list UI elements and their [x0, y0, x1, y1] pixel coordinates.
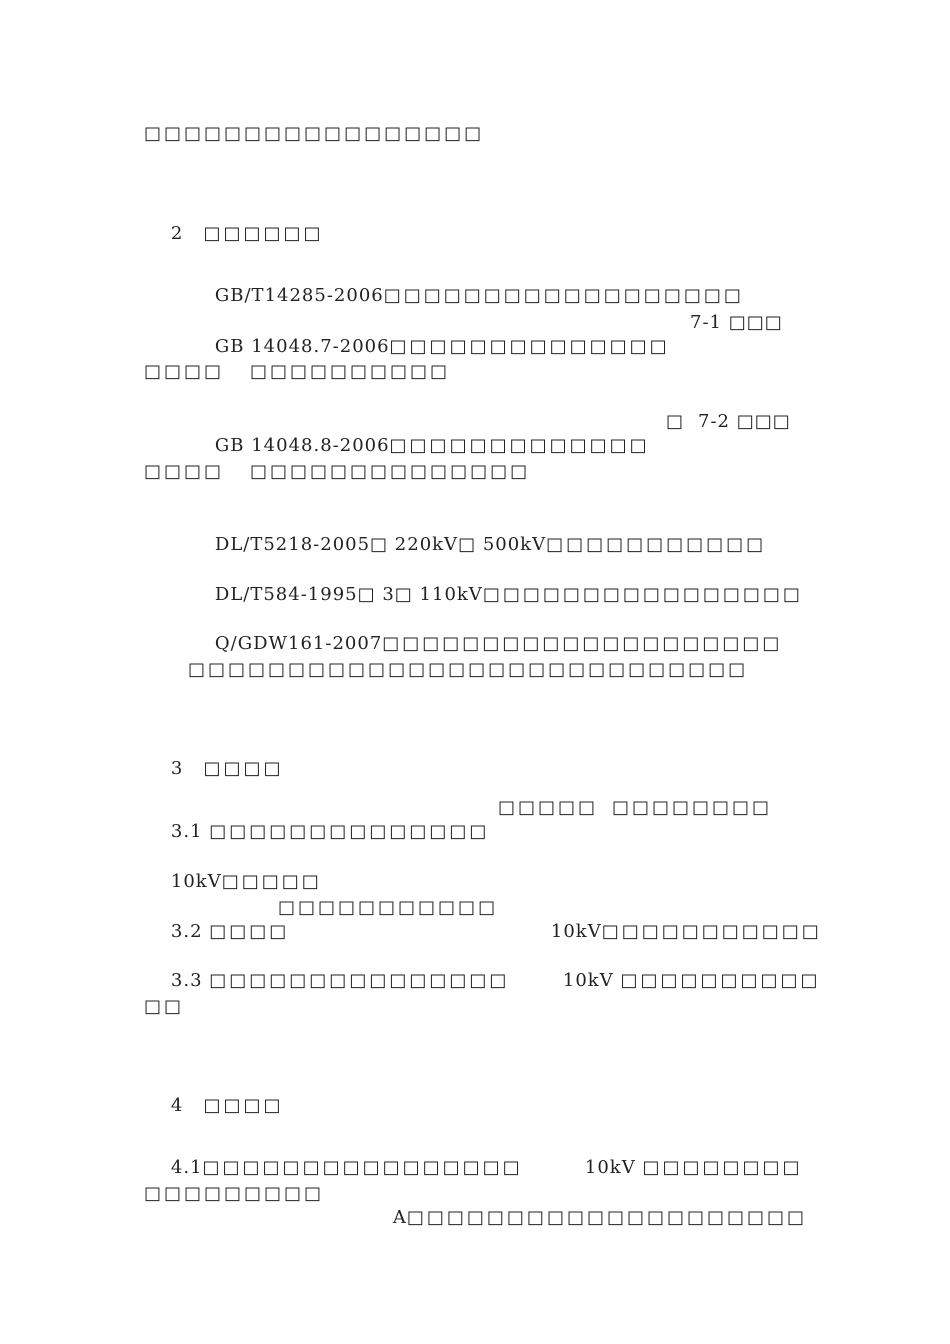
clause-continuation: A□□□□□□□□□□□□□□□□□□□□ — [392, 1207, 808, 1228]
clause-number: 3.2 — [170, 921, 203, 942]
clause-text: □□□□□□□□□□□ — [278, 897, 499, 918]
ref-code: DL/T584-1995 — [214, 584, 358, 605]
ref-continuation: □□□□ — [144, 361, 225, 382]
clause-3-2: 3.2 □□□□ — [170, 921, 290, 942]
clause-continuation: □□□□□□□□□ — [144, 1183, 325, 1204]
ref-continuation: □□□□ — [144, 461, 225, 482]
ref-title: □□□□□□□□□□□□□ — [389, 435, 650, 456]
ref-extra: 7-2 □□□ — [698, 411, 791, 432]
section-3-heading — [144, 733, 284, 805]
ref-extra: 7-1 □□□ — [690, 312, 783, 333]
heading-number: 4 — [170, 1095, 184, 1116]
ref-code: GB/T14285-2006 — [214, 285, 384, 306]
heading-text: □□□□□□ — [203, 223, 324, 244]
clause-continuation: 10kV□□□□□ — [170, 871, 322, 892]
clause-3-3: 3.3 □□□□□□□□□□□□□□□ — [170, 970, 510, 991]
clause-continuation: □□ — [144, 996, 185, 1017]
ref-title: □□□□□□□□□□□□□□□□□□□□ — [382, 633, 783, 654]
ref-extra: □ — [666, 411, 685, 432]
ref-item: DL/T5218-2005□ 220kV□ 500kV□□□□□□□□□□□ — [214, 534, 767, 555]
clause-number: 4.1 — [170, 1157, 203, 1178]
ref-item: DL/T584-1995□ 3□ 110kV□□□□□□□□□□□□□□□□ — [214, 584, 803, 605]
heading-text: □□□□ — [203, 1095, 284, 1116]
ref-code: DL/T5218-2005 — [214, 534, 371, 555]
clause-text: □□□□□ — [498, 797, 599, 818]
intro-line: □□□□□□□□□□□□□□□□□ — [144, 123, 485, 144]
clause-text: 10kV □□□□□□□□ — [584, 1157, 803, 1178]
clause-number: 3.3 — [170, 970, 203, 991]
clause-text: 10kV □□□□□□□□□□ — [562, 970, 821, 991]
clause-text: □□□□□□□□ — [612, 797, 773, 818]
ref-title: □□□□□□□□□□□□□□□□□□ — [383, 285, 744, 306]
ref-code: GB 14048.8-2006 — [214, 435, 390, 456]
ref-code: Q/GDW161-2007 — [214, 633, 383, 654]
ref-code: GB 14048.7-2006 — [214, 336, 390, 357]
ref-continuation: □□□□□□□□□□□□□□ — [250, 461, 531, 482]
ref-title: □□□□□□□□□□□□□□ — [389, 336, 670, 357]
ref-title: □□□□□□□□□□□□□□□□ — [482, 584, 803, 605]
ref-title: □□□□□□□□□□□ — [546, 534, 767, 555]
ref-item: □□□□□□□□□□□□□□□□□□□□□□□□□□□□ — [188, 659, 749, 680]
heading-number: 2 — [170, 223, 184, 244]
heading-number: 3 — [170, 758, 184, 779]
clause-number: 3.1 — [170, 821, 203, 842]
clause-4-1: 4.1□□□□□□□□□□□□□□□□ — [170, 1157, 523, 1178]
ref-continuation: □□□□□□□□□□ — [250, 361, 451, 382]
clause-text: 10kV□□□□□□□□□□□ — [550, 921, 822, 942]
clause-3-1: 3.1 □□□□□□□□□□□□□□ — [170, 821, 490, 842]
heading-text: □□□□ — [203, 758, 284, 779]
